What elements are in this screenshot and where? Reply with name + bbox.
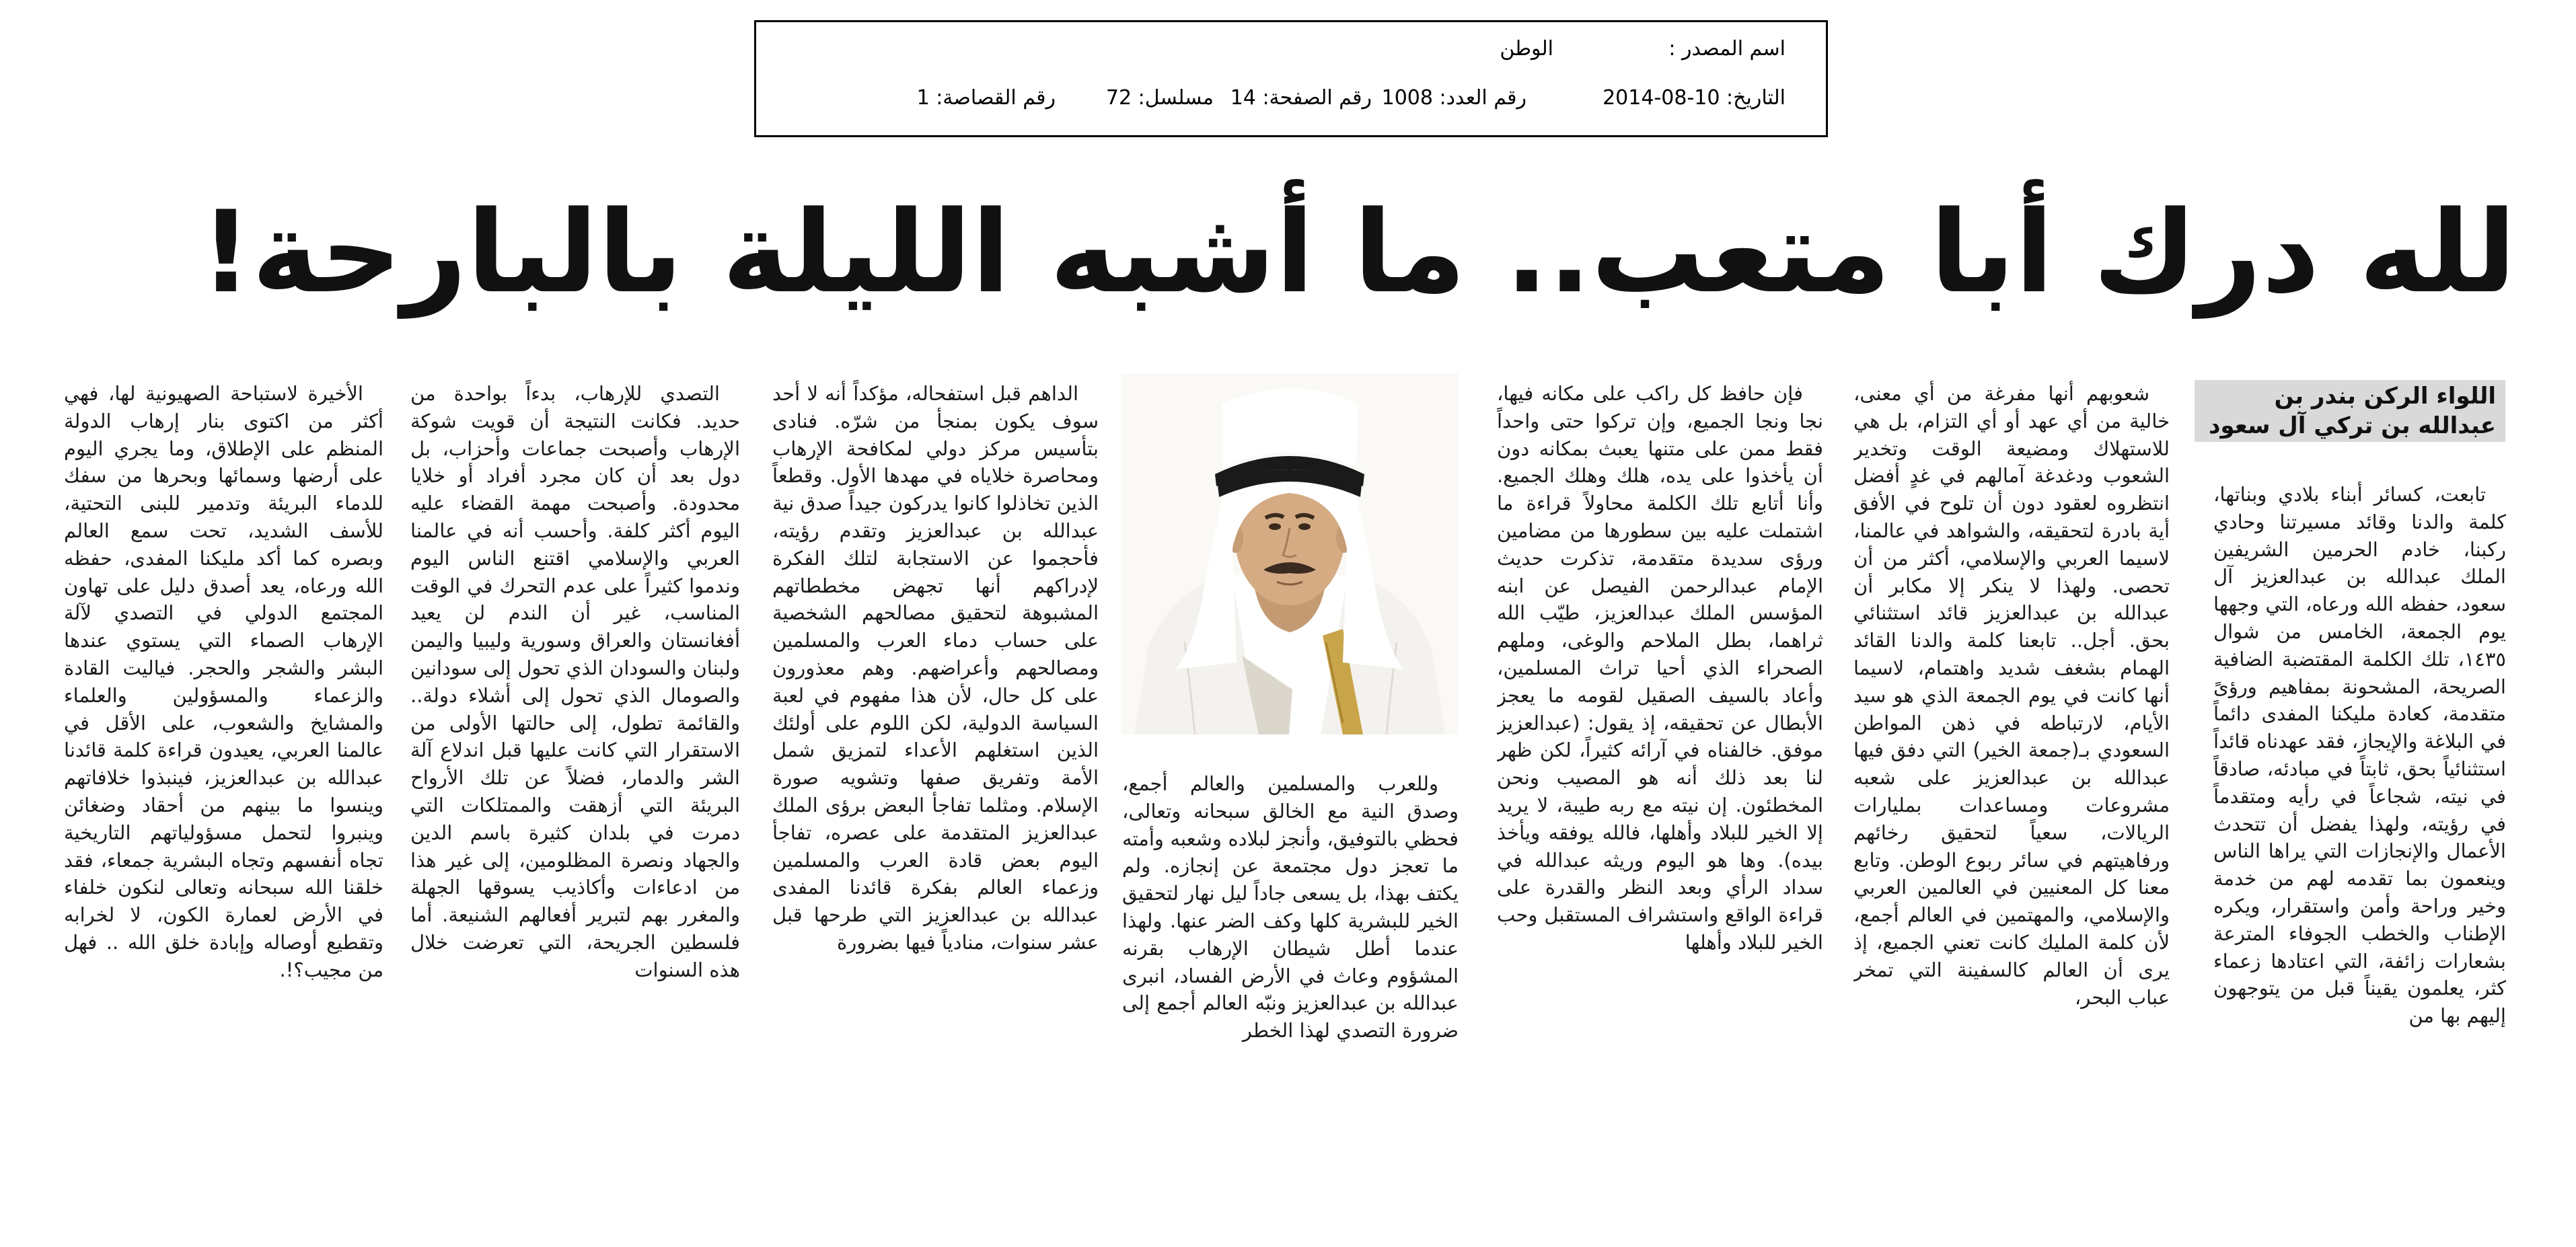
source-label: اسم المصدر : — [1668, 37, 1786, 61]
column-5-text: الداهم قبل استفحاله، مؤكداً أنه لا أحد سوف يكون بمنجأ من شرّه. فنادى بتأسيس مركز دولي لمكافحة الإرهاب ومحاصرة خلاياه في مهدها الأول. وقطعاً الذين تخاذلوا كانوا يدركون جيداً صدق نية عبدالله بن عبدالعزيز وتقدم رؤيته، فأحجموا عن الاستجابة لتلك الفكرة لإدراكهم أنها تجهض مخططاتهم المشبوهة لتحقيق مصالحهم الشخصية على حساب دماء العرب والمسلمين ومصالحهم وأعراضهم. وهم معذورون على كل حال، لأن هذا مفهوم في لعبة السياسة الدولية، لكن اللوم على أولئك الذين استغلهم الأعداء لتمزيق شمل الأمة وتفريق صفها وتشويه صورة الإسلام. ومثلما تفاجأ البعض برؤى الملك عبدالعزيز المتقدمة على عصره، تفاجأ اليوم بعض قادة العرب والمسلمين وزعماء العالم بفكرة قائدنا المفدى عبدالله بن عبدالعزيز التي طرحها قبل عشر سنوات، منادياً فيها بضرورة — [772, 382, 1099, 954]
author-photo — [1121, 373, 1459, 734]
column-3-text: فإن حافظ كل راكب على مكانه فيها، نجا ونجا الجميع، وإن تركوا حتى واحداً فقط ممن على متنها يعبث بمكانه دون أن يأخذوا على يده، هلك وهلك الجميع. وأنا أتابع تلك الكلمة محاولاً قراءة ما اشتملت عليه بين سطورها من مضامين ورؤى سديدة متقدمة، تذكرت حديث الإمام عبدالرحمن الفيصل عن ابنه المؤسس الملك عبدالعزيز، طيّب الله ثراهما، بطل الملاحم والوغى، وملهم الصحراء الذي أحيا تراث المسلمين، وأعاد بالسيف الصقيل لقومه ما يعجز الأبطال عن تحقيقه، إذ يقول: (عبدالعزيز موفق. خالفناه في آرائه كثيراً، لكن ظهر لنا بعد ذلك أنه هو المصيب ونحن المخطئون. إن نيته مع ربه طيبة، لا يريد إلا الخير للبلاد وأهلها، فالله يوفقه ويأخذ بيده). وها هو اليوم وريثه عبدالله في سداد الرأي وبعد النظر والقدرة على قراءة الواقع واستشراف المستقبل وحب الخير للبلاد وأهلها — [1497, 382, 1823, 954]
source-row — [776, 37, 1786, 68]
article-column-4 — [1122, 770, 1459, 1214]
column-2-text: شعوبهم أنها مفرغة من أي معنى، خالية من أي عهد أو أي التزام، بل هي للاستهلاك ومضيعة الوقت وتخدير الشعوب ودغدغة آمالهم في غدٍ أفضل انتظروه لعقود دون أن تلوح في الأفق أية بادرة لتحقيقه، والشواهد في عالمنا، لاسيما العربي والإسلامي، أكثر من أن تحصى. ولهذا لا ينكر إلا مكابر أن عبدالله بن عبدالعزيز قائد استثنائي بحق. أجل.. تابعنا كلمة والدنا القائد الهمام بشغف شديد واهتمام، لاسيما أنها كانت في يوم الجمعة الذي هو سيد الأيام، لارتباطه في ذهن المواطن السعودي بـ(جمعة الخير) التي دفق فيها عبدالله بن عبدالعزيز على شعبه مشروعات ومساعدات بمليارات الريالات، سعياً لتحقيق رخائهم ورفاهيتهم في سائر ربوع الوطن. وتابع معنا كل المعنيين في العالمين العربي والإسلامي، والمهتمين في العالم أجمع، لأن كلمة المليك كانت تعني الجميع، إذ يرى أن العالم كالسفينة التي تمخر عباب البحر، — [1853, 382, 2170, 1009]
article-column-2 — [1853, 380, 2170, 1214]
page-field: رقم الصفحة: 14 — [1230, 86, 1372, 110]
article-column-7 — [64, 380, 383, 1214]
column-4-text: وللعرب والمسلمين والعالم أجمع، وصدق النية مع الخالق سبحانه وتعالى، فحظي بالتوفيق، وأنجز لبلاده وشعبه وأمته ما تعجز دول مجتمعة عن إنجازه. ولم يكتف بهذا، بل يسعى جاداً ليل نهار لتحقيق الخير للبشرية كلها وكف الضر عنها. ولهذا عندما أطل شيطان الإرهاب بقرنه المشؤوم وعاث في الأرض الفساد، انبرى عبدالله بن عبدالعزيز ونبّه العالم أجمع إلى ضرورة التصدي لهذا الخطر — [1122, 772, 1459, 1043]
article-column-3 — [1497, 380, 1823, 1214]
author-byline: اللواء الركن بندر بن عبدالله بن تركي آل سعود — [2195, 380, 2505, 442]
clip-field: رقم القصاصة: 1 — [916, 86, 1056, 110]
article-column-6 — [410, 380, 740, 1214]
column-7-text: الأخيرة لاستباحة الصهيونية لها، فهي أكثر من اكتوى بنار إرهاب الدولة المنظم على الإطلاق، وما يجري اليوم على أرضها وسمائها وبحرها من سفك للدماء البريئة وتدمير للبنى التحتية، للأسف الشديد، تحت سمع العالم وبصره كما أكد مليكنا المفدى، حفظه الله ورعاه، يعد أصدق دليل على تهاون المجتمع الدولي في التصدي لآلة الإرهاب الصماء التي يستوي عندها البشر والشجر والحجر. فياليت القادة والزعماء والمسؤولين والعلماء والمشايخ والشعوب، على الأقل في عالمنا العربي، يعيدون قراءة كلمة قائدنا عبدالله بن عبدالعزيز، فينبذوا خلافاتهم وينسوا ما بينهم من أحقاد وضغائن وينبروا لتحمل مسؤولياتهم التاريخية تجاه أنفسهم وتجاه البشرية جمعاء، فقد خلقنا الله سبحانه وتعالى لنكون خلفاء في الأرض لعمارة الكون، لا لخرابه وتقطيع أوصاله وإبادة خلق الله .. فهل من مجيب؟!. — [64, 382, 383, 981]
article-column-5 — [772, 380, 1099, 1214]
date-field: التاريخ: 10-08-2014 — [1603, 86, 1786, 110]
source-info-box — [754, 20, 1828, 137]
column-1-text: تابعت، كسائر أبناء بلادي وبناتها، كلمة والدنا وقائد مسيرتنا وحادي ركبنا، خادم الحرمين الشريفين الملك عبدالله بن عبدالعزيز آل سعود، حفظه الله ورعاه، التي وجهها يوم الجمعة، الخامس من شوال ١٤٣٥، تلك الكلمة المقتضبة الضافية الصريحة، المشحونة بمفاهيم ورؤىً متقدمة، كعادة مليكنا المفدى دائماً في البلاغة والإيجاز، فقد عهدناه قائداً استثنائياً بحق، ثابتاً في مبادئه، صادقاً في نيته، شجاعاً في رأيه ومتقدماً في رؤيته، ولهذا يفضل أن تتحدث الأعمال والإنجازات التي يراها الناس وينعمون بما تقدمه لهم من خدمة وخير وراحة وأمن واستقرار، ويكره الإطناب والخطب الجوفاء المترعة بشعارات زائفة، التي اعتادها زعماء كثر، يعلمون يقيناً قبل من يتوجهون إليهم بها من — [2213, 483, 2506, 1028]
metadata-row — [776, 86, 1786, 117]
issue-field: رقم العدد: 1008 — [1381, 86, 1526, 110]
source-value: الوطن — [1500, 37, 1553, 61]
serial-field: مسلسل: 72 — [1105, 86, 1214, 110]
column-6-text: التصدي للإرهاب، بدءاً بواحدة من حديد. فكانت النتيجة أن قويت شوكة الإرهاب وأصبحت جماعات وأحزاب، بل دول بعد أن كان مجرد أفراد أو خلايا محدودة. وأصبحت مهمة القضاء عليه اليوم أكثر كلفة. وأحسب أنه في عالمنا العربي والإسلامي اقتنع الناس اليوم وندموا كثيراً على عدم التحرك في الوقت المناسب، غير أن الندم لن يعيد أفغانستان والعراق وسورية وليبيا واليمن ولبنان والسودان الذي تحول إلى سودانين والصومال الذي تحول إلى أشلاء دولة.. والقائمة تطول، إلى حالتها الأولى من الاستقرار التي كانت عليها قبل اندلاع آلة الشر والدمار، فضلاً عن تلك الأرواح البريئة التي أزهقت والممتلكات التي دمرت في بلدان كثيرة باسم الدين والجهاد ونصرة المظلومين، إلى غير هذا من ادعاءات وأكاذيب يسوقها الجهلة والمغرر بهم لتبرير أفعالهم الشنيعة. أما فلسطين الجريحة، التي تعرضت خلال هذه السنوات — [410, 382, 740, 981]
article-column-1 — [2213, 481, 2506, 1214]
headline: لله درك أبا متعب.. ما أشبه الليلة بالبارحة! — [200, 186, 2516, 318]
